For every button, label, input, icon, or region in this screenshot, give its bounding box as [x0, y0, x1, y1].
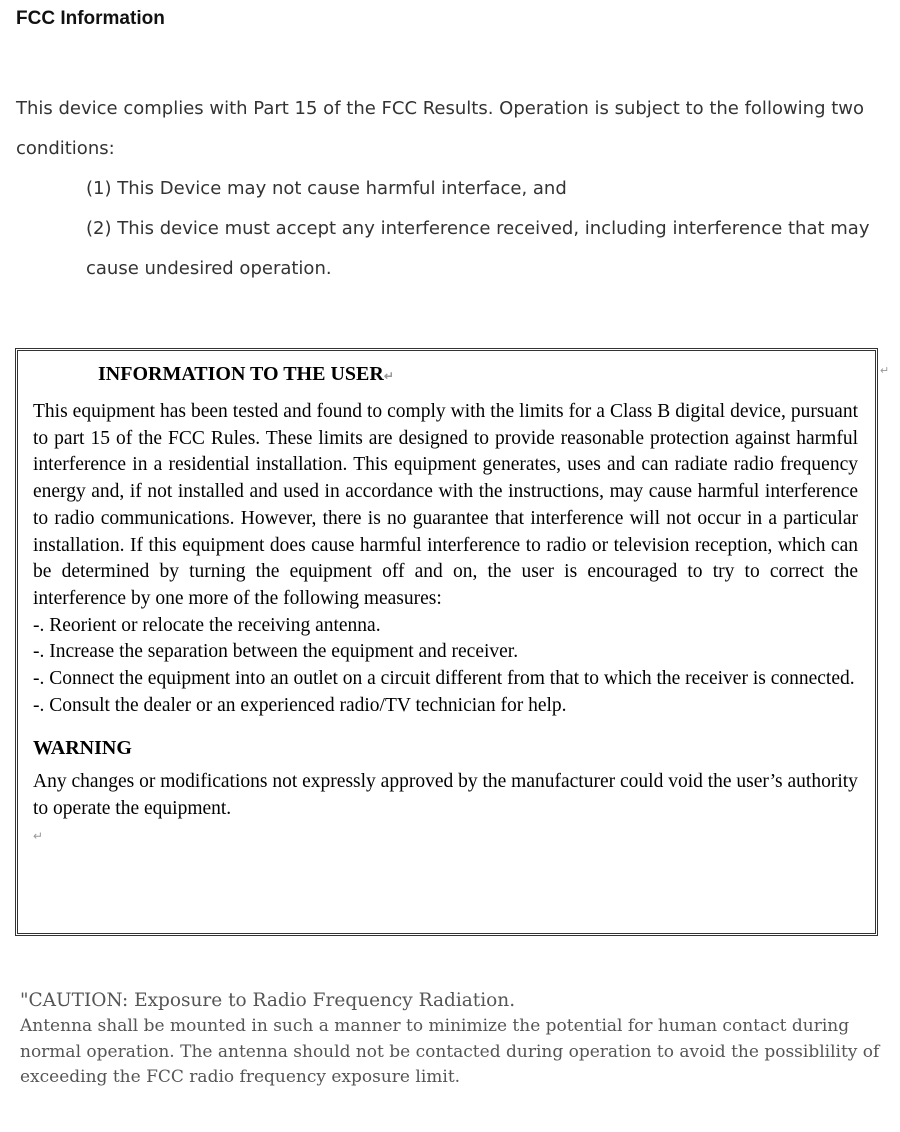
bullet-item: -. Increase the separation between the equipment and receiver. [33, 641, 519, 663]
information-paragraph: This equipment has been tested and found to comply with the limits for a Class B digital device, pursuant to part 15 of the FCC Rules. These limits are designed to provide reasonable protection against harmful interference in a residential installation. This equipment generates, uses and can radiate radio frequency energy and, if not installed and used in accordance with the instructions, may cause harmful interference to radio communications. However, there is no guarantee that interference will not occur in a particular installation. If this equipment does cause harmful interference to radio or television reception, which can be determined by turning the equipment off and on, the user is encouraged to try to correct the interference by one more of the following measures: [33, 401, 858, 609]
bullet-item: -. Connect the equipment into an outlet on a circuit different from that to which the receiver is connected. [33, 668, 855, 690]
information-heading [98, 361, 858, 389]
information-heading-text: INFORMATION TO THE USER [98, 363, 384, 385]
condition-2: (2) This device must accept any interference received, including interference that may cause undesired operation. [86, 218, 870, 279]
intro-text: This device complies with Part 15 of the FCC Results. Operation is subject to the following two conditions: [16, 98, 865, 159]
condition-1: (1) This Device may not cause harmful interface, and [86, 178, 567, 199]
paragraph-mark-icon: ↵ [383, 369, 394, 383]
intro-section [16, 89, 876, 289]
bullet-item: -. Consult the dealer or an experienced radio/TV technician for help. [33, 694, 567, 716]
caution-heading: "CAUTION: Exposure to Radio Frequency Radiation. [20, 990, 516, 1011]
information-box-content [33, 361, 858, 850]
information-box [15, 348, 878, 936]
bullet-item: -. Reorient or relocate the receiving antenna. [33, 614, 381, 636]
warning-text: Any changes or modifications not expressly approved by the manufacturer could void the user’s authority to operate the equipment. [33, 771, 858, 820]
paragraph-mark-icon: ↵ [33, 828, 44, 843]
page-title: FCC Information [16, 8, 165, 29]
caution-section [20, 987, 880, 1091]
paragraph-mark-icon: ↵ [880, 365, 890, 377]
warning-heading: WARNING [33, 737, 132, 760]
caution-text: Antenna shall be mounted in such a manner to minimize the potential for human contact during normal operation. The antenna should not be contacted during operation to avoid the possiblility of exceeding the FCC radio frequency exposure limit. [20, 1016, 880, 1087]
